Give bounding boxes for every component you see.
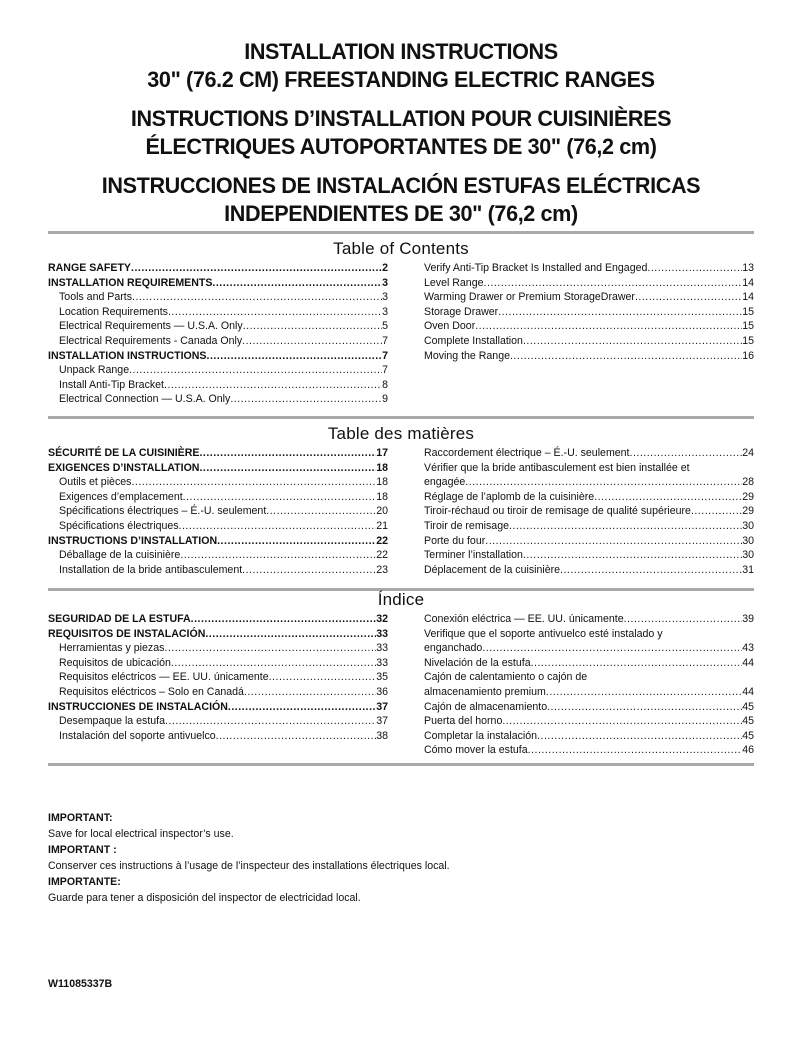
title-en-1: INSTALLATION INSTRUCTIONS xyxy=(244,39,558,64)
dot-leader xyxy=(164,378,382,393)
toc-entry[interactable] xyxy=(48,627,388,642)
toc-page-number: 16 xyxy=(742,349,754,362)
dot-leader xyxy=(216,729,377,744)
toc-entry-title: Tiroir de remisage xyxy=(424,519,509,532)
toc-page-number: 9 xyxy=(382,393,388,406)
toc-entry[interactable] xyxy=(424,612,754,627)
toc-page-number: 17 xyxy=(376,447,388,459)
dot-leader xyxy=(207,349,383,364)
dot-leader xyxy=(523,548,742,563)
toc-entry[interactable] xyxy=(48,392,388,407)
toc-entry-title: Requisitos eléctricos – Solo en Canadá xyxy=(59,685,244,698)
toc-entry-title: Electrical Requirements - Canada Only xyxy=(59,334,243,347)
dot-leader xyxy=(624,612,743,627)
dot-leader xyxy=(132,290,382,305)
toc-entry[interactable] xyxy=(424,446,754,461)
toc-entry-title: Storage Drawer xyxy=(424,305,499,318)
toc-entry[interactable] xyxy=(424,627,754,656)
toc-entry[interactable] xyxy=(424,319,754,334)
toc-page-number: 3 xyxy=(382,276,388,289)
toc-heading: Table of Contents xyxy=(333,239,469,258)
title-block xyxy=(0,38,802,228)
toc-entry[interactable] xyxy=(48,641,388,656)
toc-column-left xyxy=(48,261,388,407)
toc-entry[interactable] xyxy=(424,334,754,349)
dot-leader xyxy=(129,363,382,378)
dot-leader xyxy=(191,612,377,627)
important-label-fr: IMPORTANT : xyxy=(48,844,117,856)
toc-page-number: 18 xyxy=(376,490,388,503)
toc-entry[interactable] xyxy=(48,612,388,627)
toc-entry-title: Spécifications électriques xyxy=(59,519,179,532)
toc-page-number: 3 xyxy=(382,291,388,304)
toc-page-number: 7 xyxy=(382,349,388,362)
toc-page-number: 18 xyxy=(376,476,388,489)
toc-entry-title: Puerta del horno xyxy=(424,715,503,728)
dot-leader xyxy=(242,563,376,578)
toc-entry[interactable] xyxy=(48,305,388,320)
toc-entry-title: SÉCURITÉ DE LA CUISINIÈRE xyxy=(48,447,200,459)
toc-column-right xyxy=(424,446,754,577)
dot-leader xyxy=(242,334,382,349)
toc-page-number: 7 xyxy=(382,334,388,347)
important-text-es: Guarde para tener a disposición del inspector de electricidad local. xyxy=(48,892,361,904)
title-fr-1: INSTRUCTIONS D’INSTALLATION POUR CUISINIÈRES xyxy=(130,106,672,131)
toc-entry-title: almacenamiento premium xyxy=(424,685,546,698)
dot-leader xyxy=(523,334,742,349)
toc-entry-title: Réglage de l’aplomb de la cuisinière xyxy=(424,490,595,503)
toc-entry-title: REQUISITOS DE INSTALACIÓN xyxy=(48,627,206,640)
toc-page-number: 7 xyxy=(382,364,388,377)
toc-entry[interactable] xyxy=(424,261,754,276)
dot-leader xyxy=(131,261,382,276)
toc-page-number: 35 xyxy=(376,671,388,684)
toc-entry[interactable] xyxy=(424,504,754,519)
dot-leader xyxy=(168,305,382,320)
toc-page-number: 14 xyxy=(742,276,754,289)
dot-leader xyxy=(212,276,382,291)
toc-page-number: 15 xyxy=(742,320,754,333)
toc-entry[interactable] xyxy=(48,685,388,700)
toc-entry[interactable] xyxy=(424,290,754,305)
toc-column-left xyxy=(48,612,388,758)
toc-entry[interactable] xyxy=(48,519,388,534)
toc-entry-title: Cómo mover la estufa xyxy=(424,744,528,757)
toc-entry-title: Complete Installation xyxy=(424,334,523,347)
important-text-en: Save for local electrical inspector’s use. xyxy=(48,828,234,840)
toc-entry[interactable] xyxy=(424,729,754,744)
toc-entry[interactable] xyxy=(424,276,754,291)
toc-page-number: 37 xyxy=(376,715,388,728)
dot-leader xyxy=(502,714,742,729)
toc-page-number: 37 xyxy=(376,700,388,713)
toc-entry[interactable] xyxy=(48,714,388,729)
toc-entry[interactable] xyxy=(48,276,388,291)
important-text-fr: Conserver ces instructions à l’usage de l’inspecteur des installations électriques local. xyxy=(48,860,450,872)
toc-entry[interactable] xyxy=(424,743,754,758)
dot-leader xyxy=(131,475,376,490)
toc-entry[interactable] xyxy=(424,519,754,534)
dot-leader xyxy=(484,276,743,291)
dot-leader xyxy=(171,656,376,671)
toc-entry-title: Installation de la bride antibasculement xyxy=(59,563,243,576)
toc-entry[interactable] xyxy=(424,656,754,671)
dot-leader xyxy=(528,743,743,758)
toc-page-number: 36 xyxy=(376,685,388,698)
toc-entry-title: Install Anti-Tip Bracket xyxy=(59,378,164,391)
toc-entry[interactable] xyxy=(48,319,388,334)
toc-entry-title: Requisitos eléctricos — EE. UU. únicamente xyxy=(59,671,269,684)
dot-leader xyxy=(180,548,376,563)
toc-heading: Table des matières xyxy=(327,424,475,443)
dot-leader xyxy=(547,700,742,715)
dot-leader xyxy=(560,563,742,578)
dot-leader xyxy=(630,446,743,461)
title-fr-2: ÉLECTRIQUES AUTOPORTANTES DE 30" (76,2 cm) xyxy=(145,134,657,159)
toc-entry-title: Electrical Connection — U.S.A. Only xyxy=(59,393,231,406)
toc-entry-title: Conexión eléctrica — EE. UU. únicamente xyxy=(424,613,624,625)
toc-page-number: 33 xyxy=(376,642,388,655)
title-es-1: INSTRUCCIONES DE INSTALACIÓN ESTUFAS ELÉCTRICAS xyxy=(101,173,701,198)
toc-page-number: 39 xyxy=(742,613,754,625)
toc-entry-title: INSTALLATION INSTRUCTIONS xyxy=(48,349,207,362)
dot-leader xyxy=(510,349,742,364)
toc-page-number: 24 xyxy=(742,447,754,459)
toc-heading: Índice xyxy=(377,590,425,609)
toc-fr xyxy=(48,424,754,577)
toc-entry[interactable] xyxy=(424,490,754,505)
toc-entry[interactable] xyxy=(48,446,388,461)
dot-leader xyxy=(164,641,376,656)
toc-entry-title: Requisitos de ubicación xyxy=(59,656,171,669)
toc-entry-title: Outils et pièces xyxy=(59,476,132,489)
toc-entry-title: INSTRUCTIONS D’INSTALLATION xyxy=(48,534,218,547)
toc-entry-title: INSTRUCCIONES DE INSTALACIÓN xyxy=(48,700,228,713)
toc-page-number: 44 xyxy=(742,685,754,698)
toc-entry-title: Verify Anti-Tip Bracket Is Installed and Engaged xyxy=(424,262,648,274)
toc-entry-title: Level Range xyxy=(424,276,484,289)
dot-leader xyxy=(594,490,742,505)
dot-leader xyxy=(179,519,377,534)
toc-en xyxy=(48,239,754,407)
dot-leader xyxy=(183,490,377,505)
dot-leader xyxy=(531,656,743,671)
dot-leader xyxy=(509,519,742,534)
toc-entry-title: SEGURIDAD DE LA ESTUFA xyxy=(48,613,191,625)
toc-page-number: 29 xyxy=(742,490,754,503)
toc-page-number: 38 xyxy=(376,729,388,742)
important-notes xyxy=(48,810,450,906)
toc-entry[interactable] xyxy=(48,700,388,715)
toc-entry-title: Electrical Requirements — U.S.A. Only xyxy=(59,320,243,333)
toc-entry-title: Moving the Range xyxy=(424,349,510,362)
toc-entry[interactable] xyxy=(48,475,388,490)
toc-page-number: 23 xyxy=(376,563,388,576)
toc-entry-title: Spécifications électriques – É.-U. seulement xyxy=(59,505,267,518)
toc-page-number: 28 xyxy=(742,476,754,489)
toc-page-number: 33 xyxy=(376,627,388,640)
toc-entry[interactable] xyxy=(48,656,388,671)
toc-entry-title: Cajón de almacenamiento xyxy=(424,700,548,713)
toc-entry-title: INSTALLATION REQUIREMENTS xyxy=(48,276,213,289)
toc-page-number: 15 xyxy=(742,334,754,347)
title-es-2: INDEPENDIENTES DE 30" (76,2 cm) xyxy=(224,201,578,226)
important-label-es: IMPORTANTE: xyxy=(48,876,121,888)
dot-leader xyxy=(244,685,376,700)
toc-page-number: 29 xyxy=(742,505,754,518)
toc-entry[interactable] xyxy=(48,378,388,393)
toc-entry[interactable] xyxy=(48,490,388,505)
toc-page-number: 21 xyxy=(376,519,388,532)
dot-leader xyxy=(635,290,742,305)
dot-leader xyxy=(230,392,382,407)
dot-leader xyxy=(217,534,376,549)
dot-leader xyxy=(165,714,376,729)
toc-page-number: 45 xyxy=(742,729,754,742)
dot-leader xyxy=(205,627,376,642)
toc-entry[interactable] xyxy=(424,548,754,563)
toc-entry[interactable] xyxy=(424,534,754,549)
toc-entry-title: Completar la instalación xyxy=(424,729,538,742)
divider xyxy=(48,416,754,419)
toc-page-number: 2 xyxy=(382,262,388,274)
divider xyxy=(48,231,754,234)
toc-entry-title: Déballage de la cuisinière xyxy=(59,549,181,562)
toc-entry[interactable] xyxy=(424,305,754,320)
toc-column-right xyxy=(424,612,754,758)
document-code: W11085337B xyxy=(48,978,113,990)
toc-entry-title: Tiroir-réchaud ou tiroir de remisage de qualité supérieure xyxy=(424,505,691,518)
dot-leader xyxy=(465,475,742,490)
important-label-en: IMPORTANT: xyxy=(48,812,113,824)
toc-entry-title: Nivelación de la estufa xyxy=(424,656,531,669)
toc-column-left xyxy=(48,446,388,577)
toc-page-number: 14 xyxy=(742,291,754,304)
toc-page-number: 30 xyxy=(742,519,754,532)
toc-entry[interactable] xyxy=(48,548,388,563)
toc-entry[interactable] xyxy=(48,290,388,305)
toc-page-number: 5 xyxy=(382,320,388,333)
toc-page-number: 45 xyxy=(742,715,754,728)
toc-entry-title: Instalación del soporte antivuelco xyxy=(59,729,216,742)
toc-page-number: 44 xyxy=(742,656,754,669)
toc-es xyxy=(48,590,754,758)
toc-entry[interactable] xyxy=(48,729,388,744)
toc-entry-title-line: Vérifier que la bride antibasculement est bien installée et xyxy=(424,461,690,474)
toc-entry-title: enganchado xyxy=(424,642,483,655)
toc-entry[interactable] xyxy=(424,670,754,699)
dot-leader xyxy=(266,504,376,519)
toc-entry[interactable] xyxy=(424,563,754,578)
dot-leader xyxy=(691,504,742,519)
toc-page-number: 22 xyxy=(376,549,388,562)
toc-page-number: 33 xyxy=(376,656,388,669)
toc-entry-title: RANGE SAFETY xyxy=(48,262,131,274)
toc-entry-title: Tools and Parts xyxy=(59,291,133,304)
toc-entry[interactable] xyxy=(424,461,754,490)
toc-entry-title: Terminer l’installation xyxy=(424,549,523,562)
toc-entry[interactable] xyxy=(48,349,388,364)
toc-page-number: 43 xyxy=(742,642,754,655)
toc-entry[interactable] xyxy=(424,349,754,364)
toc-entry-title: EXIGENCES D’INSTALLATION xyxy=(48,461,200,474)
toc-entry-title: engagée xyxy=(424,476,466,489)
toc-entry-title: Oven Door xyxy=(424,320,476,333)
toc-page-number: 15 xyxy=(742,305,754,318)
toc-page-number: 45 xyxy=(742,700,754,713)
toc-entry[interactable] xyxy=(424,700,754,715)
toc-page-number: 3 xyxy=(382,305,388,318)
toc-page-number: 31 xyxy=(742,563,754,576)
divider xyxy=(48,763,754,766)
dot-leader xyxy=(243,319,382,334)
title-en-2: 30" (76.2 CM) FREESTANDING ELECTRIC RANGES xyxy=(147,67,655,92)
toc-entry[interactable] xyxy=(48,334,388,349)
dot-leader xyxy=(199,446,376,461)
toc-entry[interactable] xyxy=(48,261,388,276)
dot-leader xyxy=(228,700,376,715)
toc-page-number: 8 xyxy=(382,378,388,391)
toc-entry-title-line: Verifique que el soporte antivuelco esté instalado y xyxy=(424,627,663,640)
toc-entry-title: Herramientas y piezas xyxy=(59,642,165,655)
toc-entry-title: Déplacement de la cuisinière xyxy=(424,563,561,576)
toc-column-right xyxy=(424,261,754,407)
dot-leader xyxy=(269,670,377,685)
dot-leader xyxy=(475,319,742,334)
toc-entry-title: Raccordement électrique – É.-U. seulement xyxy=(424,447,630,459)
toc-entry[interactable] xyxy=(48,670,388,685)
dot-leader xyxy=(498,305,742,320)
toc-page-number: 30 xyxy=(742,549,754,562)
toc-entry-title: Unpack Range xyxy=(59,364,130,377)
toc-page-number: 22 xyxy=(376,534,388,547)
toc-page-number: 18 xyxy=(376,461,388,474)
toc-page-number: 30 xyxy=(742,534,754,547)
dot-leader xyxy=(647,261,742,276)
toc-entry-title: Exigences d’emplacement xyxy=(59,490,183,503)
toc-entry[interactable] xyxy=(424,714,754,729)
toc-page-number: 20 xyxy=(376,505,388,518)
toc-entry-title: Porte du four xyxy=(424,534,486,547)
dot-leader xyxy=(546,685,742,700)
toc-page-number: 13 xyxy=(742,262,754,274)
toc-page-number: 32 xyxy=(376,613,388,625)
toc-entry[interactable] xyxy=(48,461,388,476)
toc-entry-title: Desempaque la estufa xyxy=(59,715,166,728)
dot-leader xyxy=(485,534,742,549)
toc-entry[interactable] xyxy=(48,504,388,519)
toc-entry-title: Warming Drawer or Premium StorageDrawer xyxy=(424,291,635,304)
dot-leader xyxy=(199,461,376,476)
dot-leader xyxy=(482,641,742,656)
toc-entry[interactable] xyxy=(48,534,388,549)
toc-entry-title: Location Requirements xyxy=(59,305,168,318)
dot-leader xyxy=(537,729,742,744)
toc-entry-title-line: Cajón de calentamiento o cajón de xyxy=(424,671,588,684)
toc-page-number: 46 xyxy=(742,744,754,757)
toc-entry[interactable] xyxy=(48,563,388,578)
toc-entry[interactable] xyxy=(48,363,388,378)
